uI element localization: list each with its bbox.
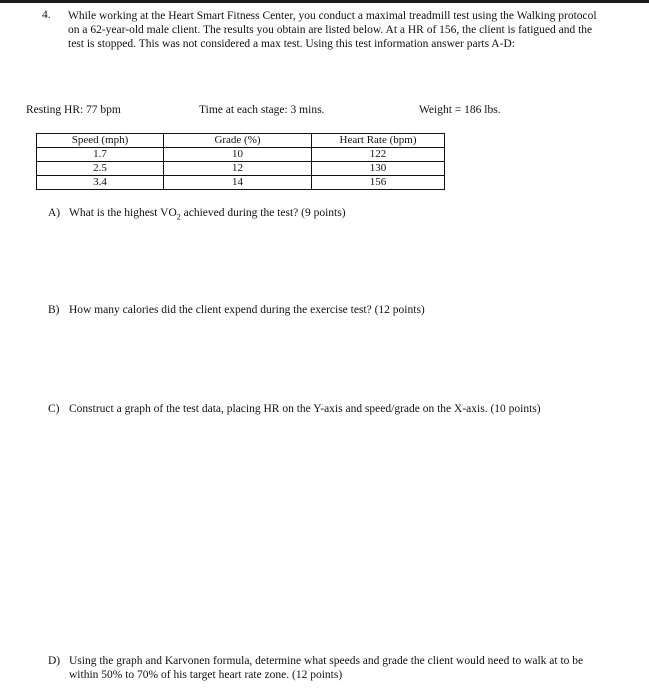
heart-rate-cell: 122 (312, 148, 445, 162)
part-c (48, 402, 599, 416)
table-header-row (37, 134, 445, 148)
stage-time-label: Time at each stage: 3 mins. (199, 104, 325, 116)
column-header-heart-rate: Heart Rate (bpm) (312, 134, 445, 148)
weight-label: Weight = 186 lbs. (419, 104, 501, 116)
treadmill-results-table (36, 133, 445, 190)
table-row (37, 176, 445, 190)
part-d-question: Using the graph and Karvonen formula, determine what speeds and grade the client would need to walk at to be within 50% to 70% of his target heart rate zone. (12 points) (69, 655, 584, 681)
part-a (48, 206, 599, 220)
grade-cell: 14 (164, 176, 312, 190)
table-row (37, 148, 445, 162)
table-row (37, 162, 445, 176)
part-b-letter: B) (48, 304, 60, 316)
part-c-letter: C) (48, 403, 60, 415)
grade-cell: 10 (164, 148, 312, 162)
part-d-letter: D) (48, 655, 61, 667)
part-a-question: What is the highest $VO_2$ achieved during the test? (9 points) (69, 207, 346, 222)
speed-cell: 2.5 (37, 162, 164, 176)
part-b (48, 303, 599, 317)
top-border-line (0, 0, 649, 3)
column-header-speed: Speed (mph) (37, 134, 164, 148)
part-b-question: How many calories did the client expend during the exercise test? (12 points) (69, 304, 425, 316)
column-header-grade: Grade (%) (164, 134, 312, 148)
heart-rate-cell: 130 (312, 162, 445, 176)
part-d (48, 654, 599, 682)
grade-cell: 12 (164, 162, 312, 176)
speed-cell: 3.4 (37, 176, 164, 190)
part-a-letter: A) (48, 207, 61, 219)
resting-hr-label: Resting HR: 77 bpm (26, 104, 121, 116)
heart-rate-cell: 156 (312, 176, 445, 190)
question-prompt: While working at the Heart Smart Fitness Center, you conduct a maximal treadmill test using the Walking protocol on a 62-year-old male client. The results you obtain are listed below. At a HR of 156, the client is fatigued and the test is stopped. This was not considered a max test. Using this test information answer parts A-D: (68, 10, 597, 51)
question-number: 4. (42, 9, 51, 21)
part-c-question: Construct a graph of the test data, placing HR on the Y-axis and speed/grade on the X-axis. (10 points) (69, 403, 541, 415)
speed-cell: 1.7 (37, 148, 164, 162)
